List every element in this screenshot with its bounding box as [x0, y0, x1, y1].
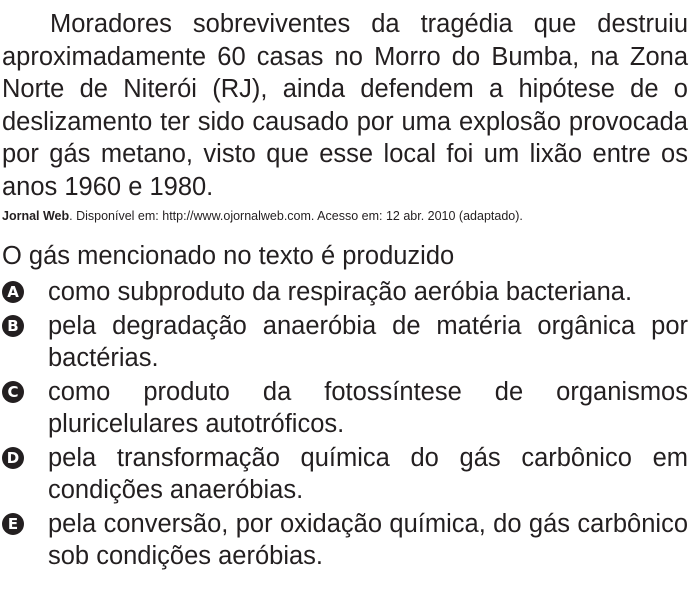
question-stem: O gás mencionado no texto é produzido	[2, 242, 455, 270]
option-c-letter-badge: C	[2, 381, 24, 403]
option-b[interactable]	[2, 310, 688, 375]
option-e-letter-badge: E	[2, 513, 24, 535]
passage-text: Moradores sobreviventes da tragédia que destruiu aproximadamente 60 casas no Morro do Bumba, na Zona Norte de Niterói (RJ), ainda defendem a hipótese de o deslizamento ter sido causado por uma explosão provocada por gás metano, visto que esse local foi um lixão entre os anos 1960 e 1980.	[2, 10, 688, 201]
option-a-letter-badge: A	[2, 281, 24, 303]
option-c-text: como produto da fotossíntese de organismos pluricelulares autotróficos.	[48, 377, 688, 438]
option-d[interactable]	[2, 442, 688, 507]
answer-options	[2, 276, 688, 573]
option-b-text: pela degradação anaeróbia de matéria orgânica por bactérias.	[48, 311, 688, 372]
source-citation	[2, 208, 688, 224]
option-e[interactable]	[2, 508, 688, 573]
source-name: Jornal Web	[2, 209, 70, 223]
option-d-letter-badge: D	[2, 447, 24, 469]
option-a[interactable]	[2, 276, 688, 309]
option-e-text: pela conversão, por oxidação química, do gás carbônico sob condições aeróbias.	[48, 509, 688, 570]
option-b-letter-badge: B	[2, 315, 24, 337]
option-a-text: como subproduto da respiração aeróbia bacteriana.	[48, 278, 633, 306]
option-d-text: pela transformação química do gás carbônico em condições anaeróbias.	[48, 443, 688, 504]
option-c[interactable]	[2, 376, 688, 441]
source-details: . Disponível em: http://www.ojornalweb.com. Acesso em: 12 abr. 2010 (adaptado).	[69, 209, 523, 223]
